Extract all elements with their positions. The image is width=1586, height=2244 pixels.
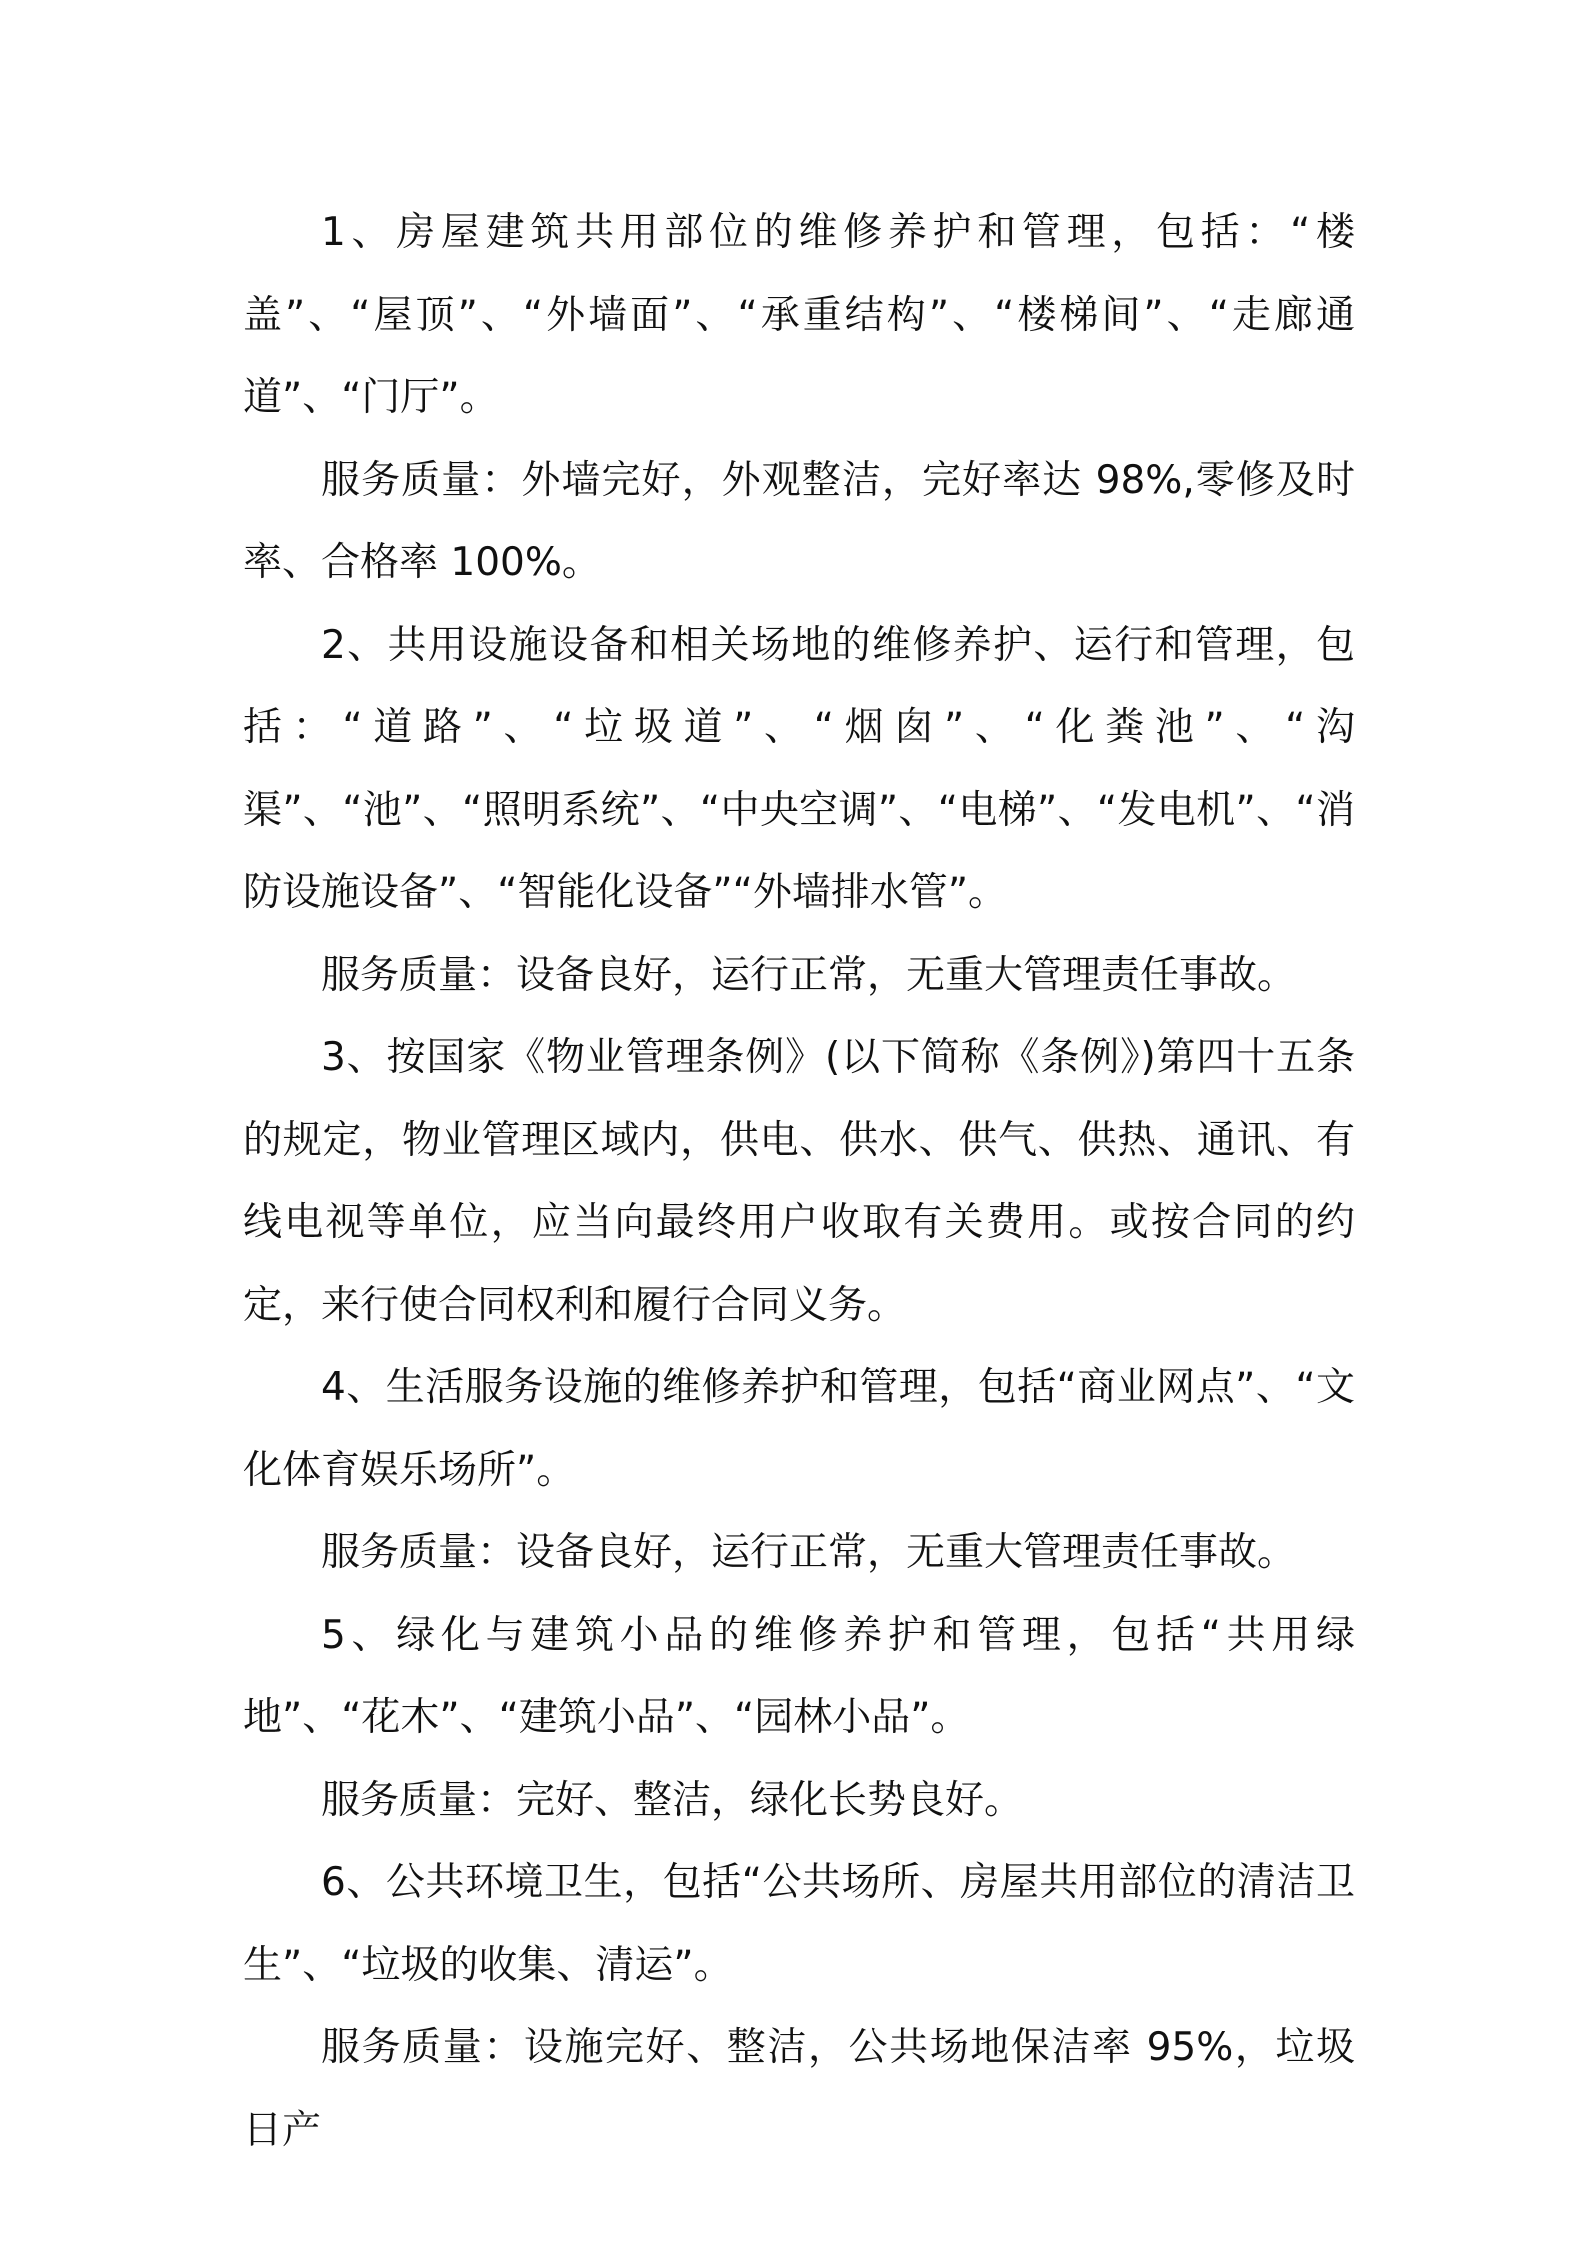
paragraph-item-2-common-facilities: 2、共用设施设备和相关场地的维修养护、运行和管理，包括：“道路”、“垃圾道”、“烟囱”、“化粪池”、“沟渠”、“池”、“照明系统”、“中央空调”、“电梯”、“发电机”、“消防设施设备”、“智能化设备”“外墙排水管”。 — [243, 622, 1355, 915]
document-body — [243, 192, 1355, 2172]
paragraph-item-6-public-hygiene: 6、公共环境卫生，包括“公共场所、房屋共用部位的清洁卫生”、“垃圾的收集、清运”。 — [243, 1860, 1355, 1988]
paragraph-service-quality-2: 服务质量：设备良好，运行正常，无重大管理责任事故。 — [321, 952, 1297, 998]
paragraph-item-1-building-common-parts: 1、房屋建筑共用部位的维修养护和管理，包括：“楼盖”、“屋顶”、“外墙面”、“承重结构”、“楼梯间”、“走廊通道”、“门厅”。 — [243, 210, 1355, 420]
paragraph-service-quality-5: 服务质量：完好、整洁，绿化长势良好。 — [321, 1777, 1024, 1823]
paragraph-service-quality-4: 服务质量：设备良好，运行正常，无重大管理责任事故。 — [321, 1530, 1297, 1575]
paragraph-item-4-living-service-facilities: 4、生活服务设施的维修养护和管理，包括“商业网点”、“文化体育娱乐场所”。 — [243, 1365, 1355, 1493]
paragraph-item-3-regulation: 3、按国家《物业管理条例》(以下简称《条例》)第四十五条的规定，物业管理区域内，供电、供水、供气、供热、通讯、有线电视等单位，应当向最终用户收取有关费用。或按合同的约定，来行使合同权利和履行合同义务。 — [243, 1035, 1355, 1328]
paragraph-item-5-greening: 5、绿化与建筑小品的维修养护和管理，包括“共用绿地”、“花木”、“建筑小品”、“园林小品”。 — [243, 1612, 1355, 1740]
paragraph-service-quality-1: 服务质量：外墙完好，外观整洁，完好率达 98%,零修及时率、合格率 100%。 — [243, 457, 1355, 585]
paragraph-service-quality-6: 服务质量：设施完好、整洁，公共场地保洁率 95%，垃圾日产 — [243, 2025, 1355, 2153]
